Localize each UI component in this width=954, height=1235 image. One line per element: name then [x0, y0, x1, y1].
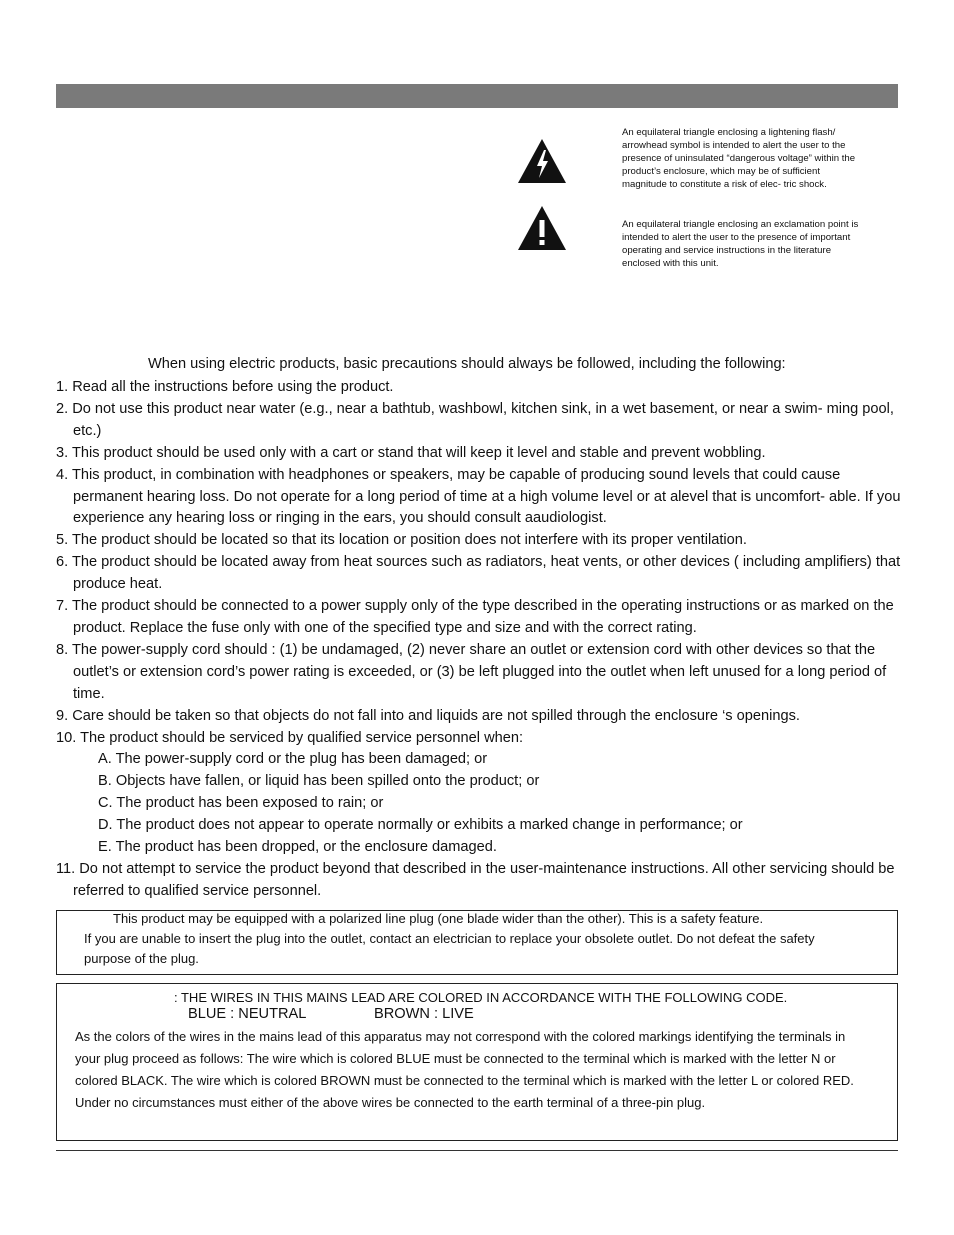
wire-color-notice [56, 983, 898, 1141]
precaution-item: 3. This product should be used only with a cart or stand that will keep it level and stable and prevent wobbling. [56, 444, 766, 461]
brown-wire-label: BROWN : LIVE [374, 1006, 474, 1022]
precaution-item: 11. Do not attempt to service the product beyond that described in the user-maintenance instructions. All other servicing should be referred to qualified service personnel. [56, 860, 895, 899]
wire-instructions: As the colors of the wires in the mains lead of this apparatus may not correspond with the colored markings identifying the terminals in your plug proceed as follows: The wire which is colored BLUE must be connected to the terminal which is marked with the letter N or colored BLACK. The wire which is colored BROWN must be connected to the terminal which is marked with the letter L or colored RED. Under no circumstances must either of the above wires be connected to the earth terminal of a three-pin plug. [75, 1029, 854, 1110]
polarized-notice-line-2: If you are unable to insert the plug into the outlet, contact an electrician to replace your obsolete outlet. Do not defeat the safety purpose of the plug. [84, 931, 815, 966]
footer-divider [56, 1150, 898, 1151]
service-condition: A. The power-supply cord or the plug has been damaged; or [98, 751, 488, 768]
service-condition: E. The product has been dropped, or the enclosure damaged. [98, 839, 497, 856]
blue-wire-label: BLUE : NEUTRAL [188, 1006, 307, 1022]
wire-code-heading: : THE WIRES IN THIS MAINS LEAD ARE COLORED IN ACCORDANCE WITH THE FOLLOWING CODE. [174, 990, 788, 1005]
precaution-item: 9. Care should be taken so that objects do not fall into and liquids are not spilled through the enclosure ‘s openings. [56, 707, 800, 724]
polarized-notice-line-1: This product may be equipped with a polarized line plug (one blade wider than the other). This is a safety feature. [113, 911, 764, 926]
precaution-item: 5. The product should be located so that its location or position does not interfere with its proper ventilation. [56, 532, 747, 549]
precaution-item: 1. Read all the instructions before using the product. [56, 379, 394, 395]
precaution-item: 6. The product should be located away from heat sources such as radiators, heat vents, or other devices ( including amplifiers) that produce heat. [56, 554, 901, 593]
precautions-intro: When using electric products, basic precautions should always be followed, including the following: [148, 356, 786, 372]
polarized-plug-notice [56, 910, 898, 975]
precaution-item: 8. The power-supply cord should : (1) be undamaged, (2) never share an outlet or extension cord with other devices so that the outlet’s or extension cord’s power rating is exceeded, or (3) be left plugged into the outlet when left unused for a long period of time. [56, 641, 887, 702]
precautions-list [56, 377, 901, 903]
precaution-item: 4. This product, in combination with headphones or speakers, may be capable of producing sound levels that could cause permanent hearing loss. Do not operate for a long period of time at a high volume level or at alevel that is uncomfort- able. If you experience any hearing loss or ringing in the ears, you should consult aaudiologist. [56, 466, 901, 527]
service-condition: C. The product has been exposed to rain; or [98, 795, 384, 812]
precaution-item: 7. The product should be connected to a power supply only of the type described in the operating instructions or as marked on the product. Replace the fuse only with one of the specified type and size and with the correct rating. [56, 598, 894, 636]
service-condition: B. Objects have fallen, or liquid has been spilled onto the product; or [98, 773, 540, 790]
service-condition: D. The product does not appear to operate normally or exhibits a marked change in performance; or [98, 817, 743, 834]
exclamation-symbol-description: An equilateral triangle enclosing an exclamation point is intended to alert the user to the presence of important operating and service instructions in the literature enclosed with this unit. [622, 219, 859, 270]
lightning-symbol-description: An equilateral triangle enclosing a lightening flash/ arrowhead symbol is intended to alert the user to the presence of uninsulated “dangerous voltage” within the product’s enclosure, which may be of sufficient magnitude to constitute a risk of elec- tric shock. [622, 127, 856, 191]
exclamation-warning-icon [517, 205, 567, 251]
precaution-item: 2. Do not use this product near water (e.g., near a bathtub, washbowl, kitchen sink, in a wet basement, or near a swim- ming pool, etc.) [56, 400, 894, 439]
header-bar [56, 84, 898, 108]
lightning-warning-icon [517, 138, 567, 184]
precaution-item: 10. The product should be serviced by qualified service personnel when: [56, 729, 524, 746]
